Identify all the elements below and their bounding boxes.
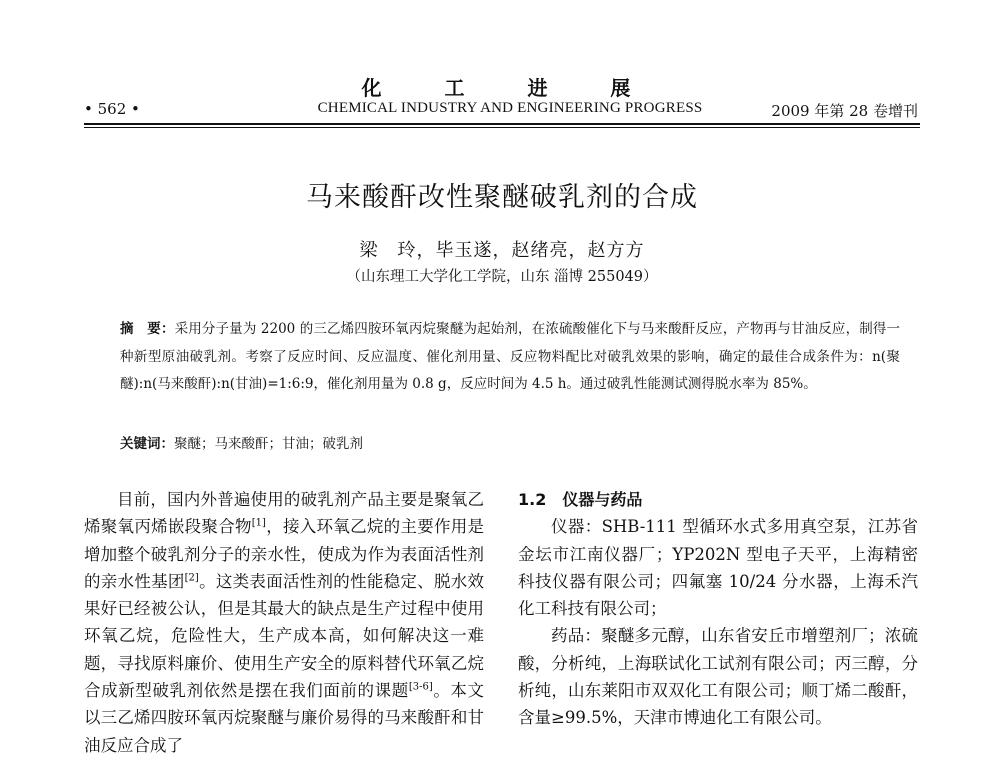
- author-list: 梁 玲，毕玉遂，赵绪亮，赵方方: [359, 240, 645, 261]
- header-rule-thin: [84, 127, 920, 128]
- article-title: 马来酸酐改性聚醚破乳剂的合成: [306, 182, 698, 213]
- journal-title-chinese: 化 工 进 展: [361, 76, 659, 100]
- intro-text-4: 。本文以三乙烯四胺环氧丙烷聚醚与廉价易得的马来酸酐和甘油反应合成了: [84, 681, 485, 755]
- abstract: [120, 316, 900, 399]
- issue-info: 2009 年第 28 卷增刊: [771, 102, 918, 120]
- introduction-paragraph: [84, 486, 484, 759]
- keywords-label: 关键词：: [120, 436, 174, 452]
- keywords: [120, 431, 900, 458]
- intro-text-1: 目前，国内外普遍使用的破乳剂产品主要是聚氧乙烯聚氧丙烯嵌段聚合物: [84, 490, 484, 537]
- author-affiliation: （山东理工大学化工学院，山东 淄博 255049）: [346, 269, 658, 285]
- body-left-column: [84, 486, 484, 759]
- reagents-paragraph: 药品：聚醚多元醇，山东省安丘市增塑剂厂；浓硫酸，分析纯，上海联试化工试剂有限公司；丙三醇，分析纯，山东莱阳市双双化工有限公司；顺丁烯二酸酐，含量≥99.5%，天津市博迪化工有限公司。: [518, 626, 918, 728]
- keywords-text: 聚醚；马来酸酐；甘油；破乳剂: [174, 436, 363, 452]
- instruments-paragraph: 仪器：SHB-111 型循环水式多用真空泵，江苏省金坛市江南仪器厂；YP202N 型电子天平，上海精密科技仪器有限公司；四氟塞 10/24 分水器，上海禾汽化工科技有限公司；: [518, 517, 918, 619]
- intro-text-3: 。这类表面活性剂的性能稳定、脱水效果好已经被公认，但是其最大的缺点是生产过程中使用环氧乙烷，危险性大，生产成本高，如何解决这一难题，寻找原料廉价、使用生产安全的原料替代环氧乙烷合成新型破乳剂依然是摆在我们面前的课题: [84, 571, 485, 701]
- page-number: • 562 •: [84, 100, 140, 118]
- header-rule-thick: [84, 123, 920, 125]
- journal-title-english: CHEMICAL INDUSTRY AND ENGINEERING PROGRESS: [317, 100, 703, 116]
- abstract-label: 摘 要：: [120, 321, 175, 337]
- citation-ref: [3-6]: [408, 681, 433, 693]
- intro-text-2: ，接入环氧乙烷的主要作用是增加整个破乳剂分子的亲水性，使成为作为表面活性剂的亲水性基团: [84, 517, 485, 591]
- citation-ref: [2]: [184, 572, 199, 584]
- citation-ref: [1]: [251, 517, 266, 529]
- section-heading: 1.2 仪器与药品: [518, 490, 643, 509]
- abstract-text: 采用分子量为 2200 的三乙烯四胺环氧丙烷聚醚为起始剂，在浓硫酸催化下与马来酸酐反应，产物再与甘油反应，制得一种新型原油破乳剂。考察了反应时间、反应温度、催化剂用量、反应物料配比对破乳效果的影响，确定的最佳合成条件为：n(聚醚):n(马来酸酐):n(甘油)=1:6:9，催化剂用量为 0.8 g，反应时间为 4.5 h。通过破乳性能测试测得脱水率为 85%。: [120, 321, 901, 392]
- body-right-column: [518, 486, 918, 732]
